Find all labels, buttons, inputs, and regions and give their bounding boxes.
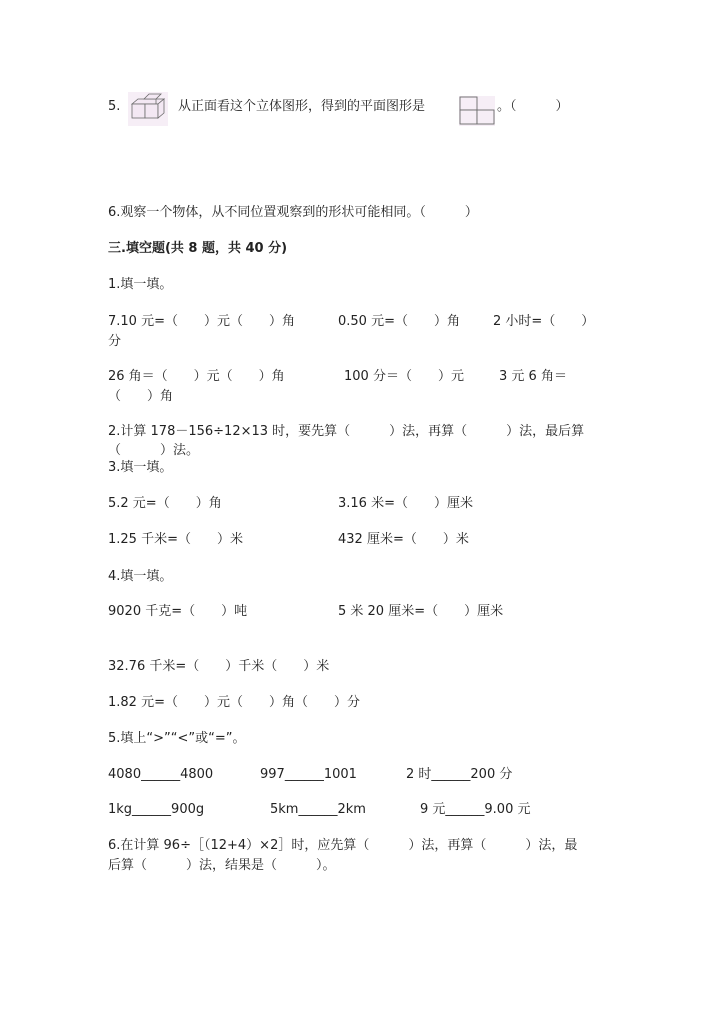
fill4-row3: 1.82 元=（ ）元（ ）角（ ）分 <box>108 695 360 710</box>
fill5-item: 9 元______9.00 元 <box>420 802 531 817</box>
fill2-line2: （ ）法。 <box>108 443 200 458</box>
fill4-row1 <box>108 603 503 621</box>
fill6-line1: 6.在计算 96÷［（12+4）×2］时，应先算（ ）法，再算（ ）法，最 <box>108 838 578 853</box>
fill2-line1: 2.计算 178－156÷12×13 时，要先算（ ）法，再算（ ）法，最后算 <box>108 424 585 439</box>
fill1-title: 1.填一填。 <box>108 277 173 292</box>
fill3-item: 5.2 元=（ ）角 <box>108 496 222 511</box>
fill1-row1-wrap: 分 <box>108 334 122 349</box>
fill4-item: 5 米 20 厘米=（ ）厘米 <box>338 604 504 619</box>
fill5-item: 997______1001 <box>260 767 357 782</box>
fill5-title: 5.填上“>”“<”或“=”。 <box>108 731 246 746</box>
fill4-row2: 32.76 千米=（ ）千米（ ）米 <box>108 659 330 674</box>
fill1-item: 2 小时=（ ） <box>493 314 595 329</box>
section-title: 三.填空题(共 8 题，共 40 分) <box>108 241 288 256</box>
fill3-item: 3.16 米=（ ）厘米 <box>338 496 473 511</box>
q5-question-text: 从正面看这个立体图形，得到的平面图形是 <box>178 99 426 114</box>
fill3-row2 <box>108 531 469 549</box>
fill1-row2 <box>108 368 567 386</box>
q5-number: 5. <box>108 99 121 114</box>
fill5-row1 <box>108 766 512 784</box>
fill5-item: 5km______2km <box>270 802 366 817</box>
fill4-item: 9020 千克=（ ）吨 <box>108 604 248 619</box>
fill4-title: 4.填一填。 <box>108 569 173 584</box>
fill1-item: 26 角＝（ ）元（ ）角 <box>108 369 285 384</box>
fill1-item: 3 元 6 角＝ <box>499 369 567 384</box>
fill3-title: 3.填一填。 <box>108 460 173 475</box>
fill3-item: 1.25 千米=（ ）米 <box>108 532 243 547</box>
q6-question-text: 6.观察一个物体，从不同位置观察到的形状可能相同。（ ） <box>108 205 478 220</box>
fill5-item: 2 时______200 分 <box>406 767 513 782</box>
fill1-item: 0.50 元=（ ）角 <box>338 314 460 329</box>
fill6-line2: 后算（ ）法，结果是（ ）。 <box>108 858 336 873</box>
fill3-item: 432 厘米=（ ）米 <box>338 532 469 547</box>
fill1-row2-wrap: （ ）角 <box>108 389 174 404</box>
fill3-row1 <box>108 495 473 513</box>
fill5-item: 1kg______900g <box>108 802 205 817</box>
cube-solid-figure <box>128 92 168 126</box>
fill1-item: 7.10 元=（ ）元（ ）角 <box>108 314 295 329</box>
front-view-shape-figure <box>459 96 495 126</box>
fill5-row2 <box>108 801 530 819</box>
q5-answer-blank: 。（ ） <box>497 99 569 114</box>
fill1-row1 <box>108 313 594 331</box>
fill1-item: 100 分＝（ ）元 <box>344 369 464 384</box>
fill5-item: 4080______4800 <box>108 767 214 782</box>
